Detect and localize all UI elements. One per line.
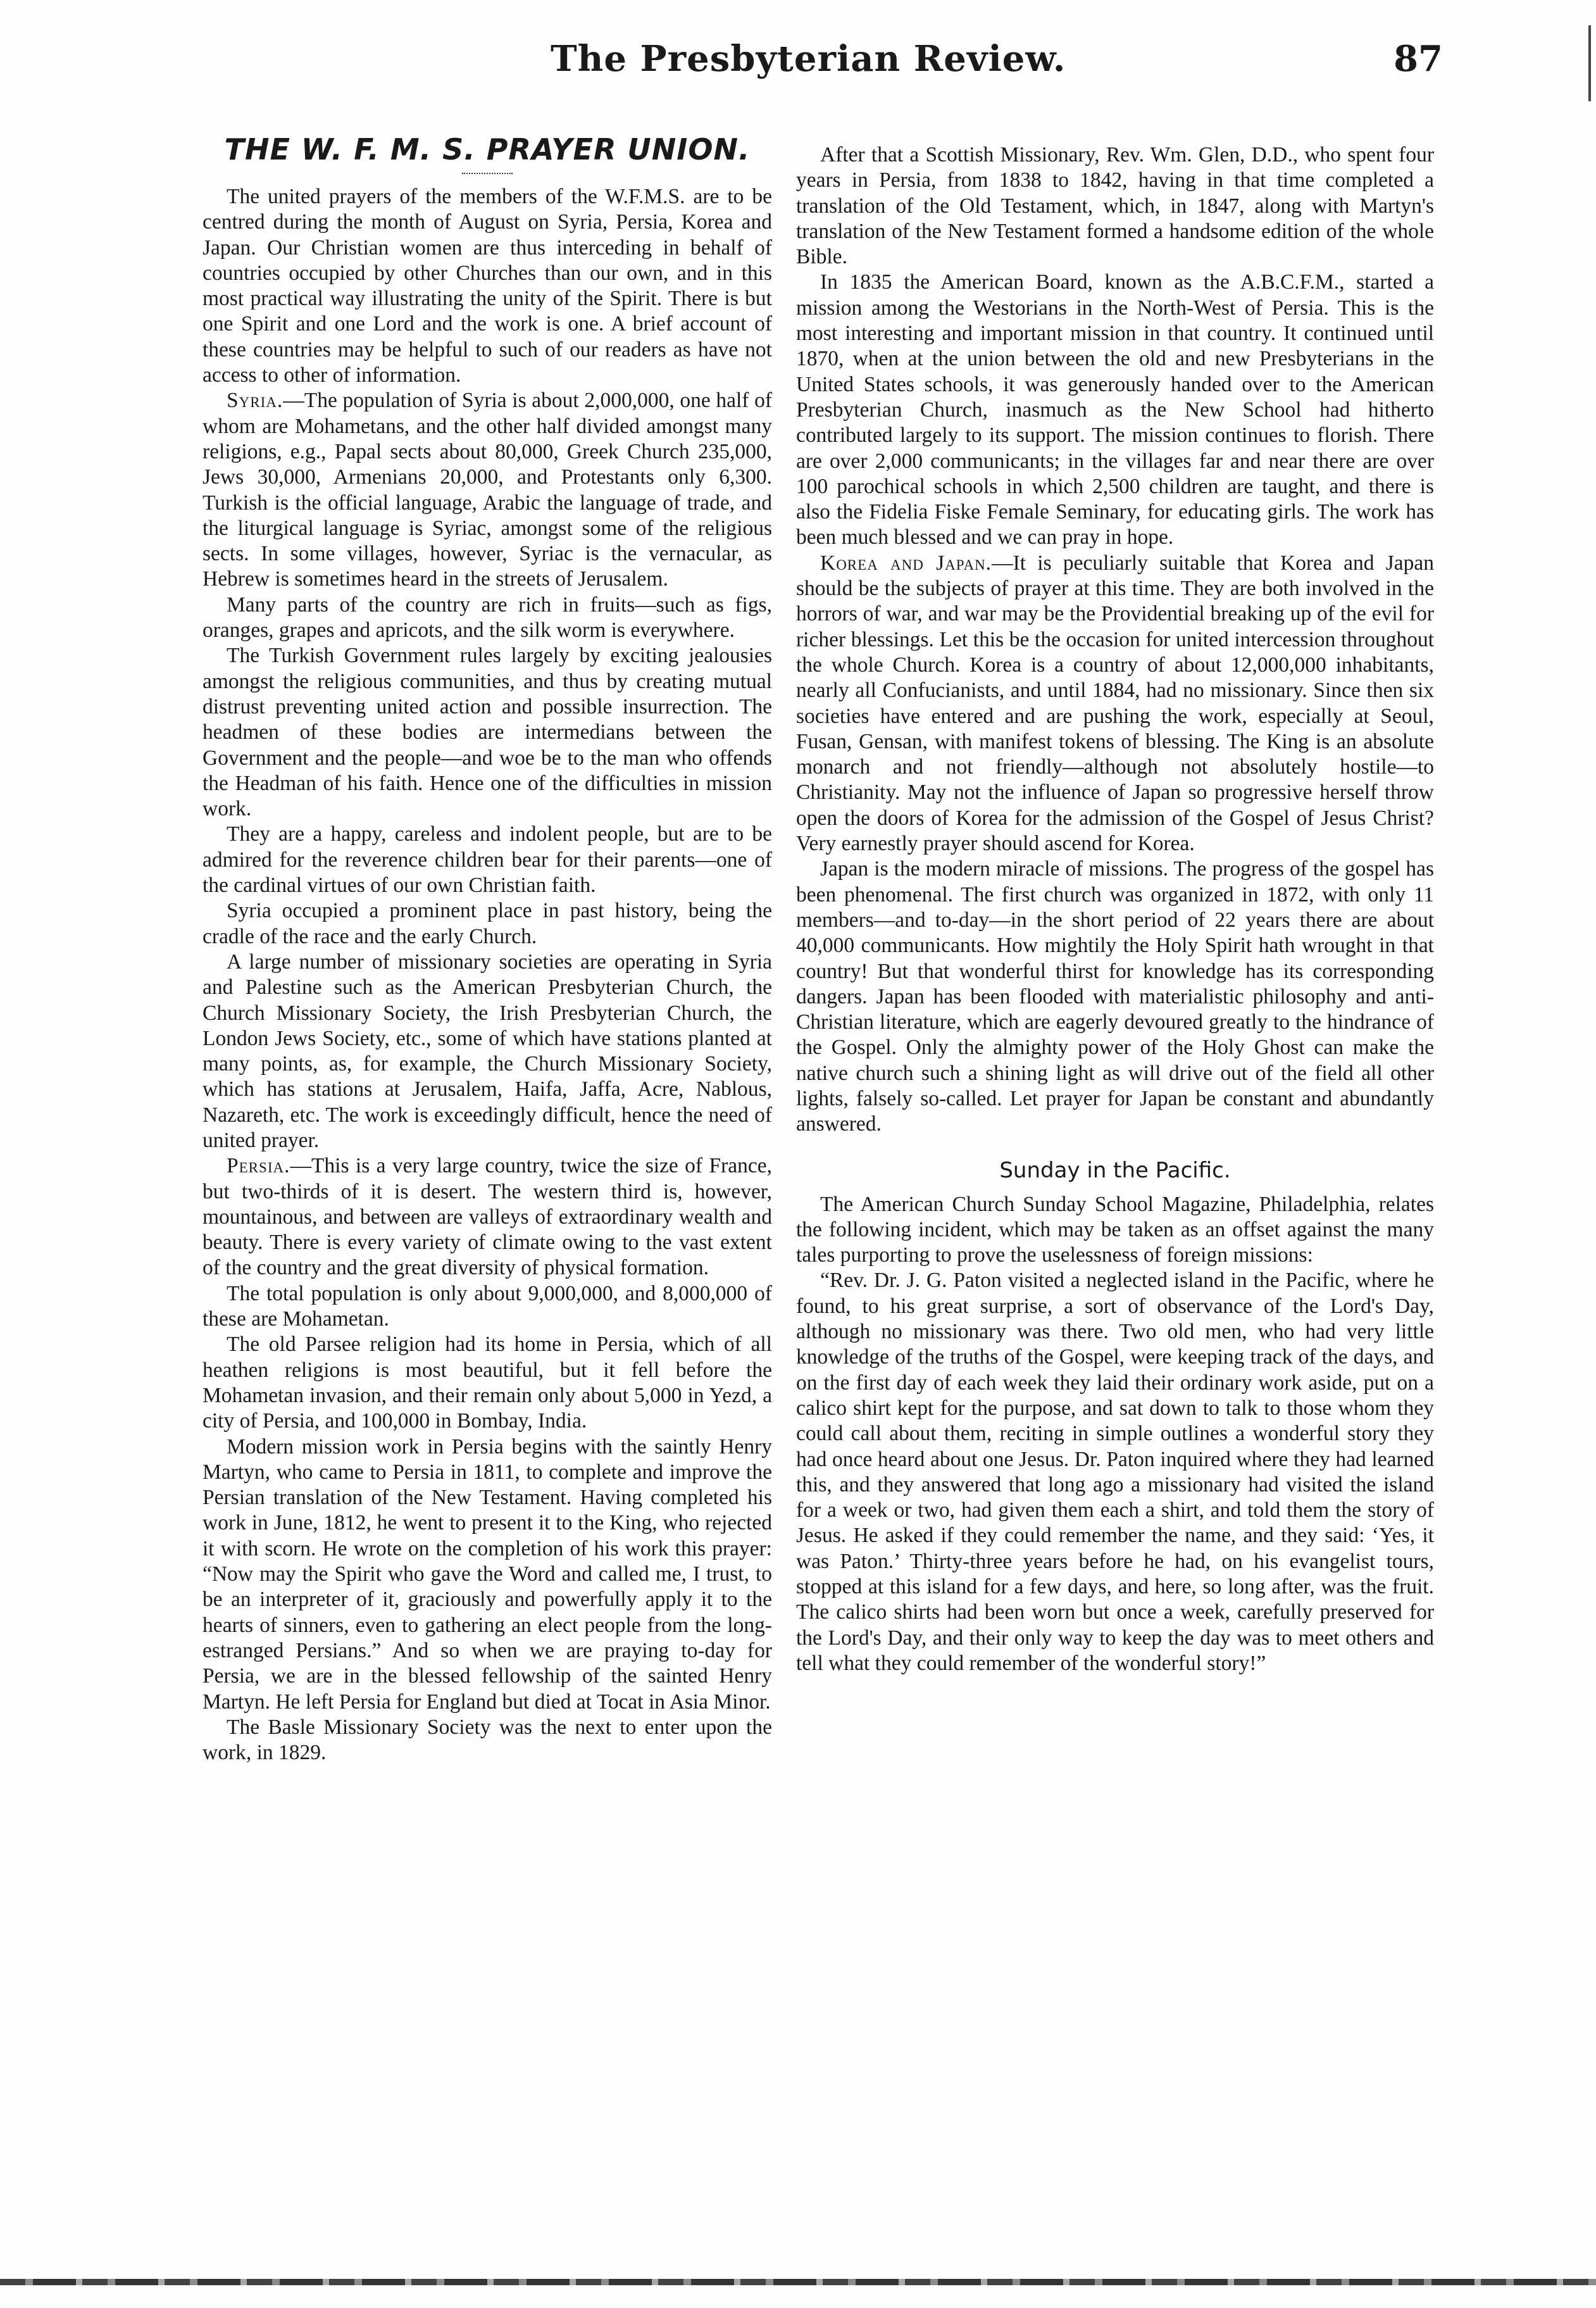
left-column — [203, 130, 772, 1765]
article2-title: Sunday in the Pacific. — [999, 1157, 1231, 1183]
paragraph-1835: In 1835 the American Board, known as the A.B.C.F.M., started a mission among the Westorians in the North-West of Persia. This is the most interesting and important mission in that country. It continued until 1870, when at the union between the old and new Presbyterians in the United States schools, it was generously handed over to the American Presbyterian Church, inasmuch as the New School had hitherto contributed largely to its support. The mission continues to florish. There are over 2,000 communicants; in the villages far and near there are over 100 parochical schools in which 2,500 children are taught, and there is also the Fidelia Fiske Female Seminary, for educating girls. The work has been much blessed and we can pray in hope. — [796, 270, 1434, 549]
paragraph-basle: The Basle Missionary Society was the next to enter upon the work, in 1829. — [203, 1715, 772, 1765]
paragraph-korea — [796, 551, 1434, 857]
paragraph-syria-occupied: Syria occupied a prominent place in past history, being the cradle of the race and the early Church. — [203, 899, 772, 948]
paragraph-total-pop: The total population is only about 9,000,000, and 8,000,000 of these are Mohametan. — [203, 1281, 772, 1331]
article-title: THE W. F. M. S. PRAYER UNION. — [224, 132, 751, 166]
korea-text: —It is peculiarly suitable that Korea and Japan should be the subjects of prayer at this time. They are both involved in the horrors of war, and war may be the Providential breaking up of the evil for richer blessings. Let this be the occasion for united intercession throughout the whole Church. Korea is a country of about 12,000,000 inhabitants, nearly all Confucianists, and until 1884, had no missionary. Since then six societies have entered and are pushing the work, especially at Seoul, Fusan, Gensan, with manifest tokens of blessing. The King is an absolute monarch and not friendly—although not absolutely hostile—to Christianity. May not the influence of Japan so progressive herself throw open the doors of Korea for the admission of the Gospel of Jesus Christ? Very earnestly prayer should ascend for Korea. — [796, 551, 1434, 856]
section-label-korea: Korea and Japan. — [820, 551, 992, 575]
paragraph-article2-quote: “Rev. Dr. J. G. Paton visited a neglected island in the Pacific, where he found, to his great surprise, a sort of observance of the Lord's Day, although no missionary was there. Two old men, who had very little knowledge of the truths of the Gospel, were keeping track of the days, and on the first day of each week they laid their ordinary work aside, put on a calico shirt kept for the purpose, and sat down to talk to those whom they could call about them, reciting in simple outlines a wonderful story they had once heard about one Jesus. Dr. Paton inquired where they had learned this, and they answered that long ago a missionary had visited the island for a week or two, had given them each a shirt, and told them the story of Jesus. He asked if they could remember the name, and they said: ‘Yes, it was Paton.’ Thirty-three years before he had, on his evangelist tours, stopped at this island for a few days, and here, so long after, was the fruit. The calico shirts had been worn but once a week, carefully preserved for the Lord's Day, and their only way to keep the day was to meet others and tell what they could remember of the wonderful story!” — [796, 1269, 1434, 1675]
paragraph-happy: They are a happy, careless and indolent people, but are to be admired for the reverence children bear for their parents—one of the cardinal virtues of our own Christian faith. — [203, 822, 772, 898]
title-divider — [462, 173, 513, 174]
page-header — [209, 38, 1443, 101]
paragraph-parsee: The old Parsee religion had its home in Persia, which of all heathen religions is most beautiful, but it fell before the Mohametan invasion, and their remain only about 5,000 in Yezd, a city of Persia, and 100,000 in Bombay, India. — [203, 1333, 772, 1433]
running-title: The Presbyterian Review. — [551, 38, 1066, 80]
edge-mark — [1588, 25, 1591, 101]
paragraph-large-number: A large number of missionary societies are operating in Syria and Palestine such as the American Presbyterian Church, the Church Missionary Society, the Irish Presbyterian Church, the London Jews Society, etc., some of which have stations planted at many points, as, for example, the Church Missionary Society, which has stations at Jerusalem, Haifa, Jaffa, Acre, Nablous, Nazareth, etc. The work is exceedingly difficult, hence the need of united prayer. — [203, 950, 772, 1152]
paragraph-japan: Japan is the modern miracle of missions. The progress of the gospel has been phenomenal. The first church was organized in 1872, with only 11 members—and to-day—in the short period of 22 years there are about 40,000 communicants. How mightily the Holy Spirit hath wrought in that country! But that wonderful thirst for knowledge has its corresponding dangers. Japan has been flooded with materialistic philosophy and anti-Christian literature, which are eagerly devoured greatly to the hindrance of the Gospel. Only the almighty power of the Holy Ghost can make the native church such a shining light as will drive out of the field all other lights, falsely so-called. Let prayer for Japan be constant and abundantly answered. — [796, 857, 1434, 1136]
page-number: 87 — [1393, 38, 1443, 80]
paragraph-persia — [203, 1153, 772, 1281]
paragraph-syria — [203, 388, 772, 592]
section-label-persia: Persia. — [227, 1154, 290, 1178]
right-column — [796, 142, 1434, 1676]
bottom-rule — [0, 2279, 1596, 2285]
section-label-syria: Syria. — [227, 389, 284, 413]
paragraph-turkish: The Turkish Government rules largely by exciting jealousies amongst the religious communities, and thus by creating mutual distrust preventing united action and possible insurrection. The headmen of these bodies are intermedians between the Government and the people—and woe be to the man who offends the Headman of his faith. Hence one of the difficulties in mission work. — [203, 644, 772, 821]
paragraph-many-parts: Many parts of the country are rich in fruits—such as figs, oranges, grapes and apricots, and the silk worm is everywhere. — [203, 593, 772, 643]
paragraph-glen: After that a Scottish Missionary, Rev. Wm. Glen, D.D., who spent four years in Persia, from 1838 to 1842, having in that time completed a translation of the Old Testament, which, in 1847, along with Martyn's translation of the New Testament formed a handsome edition of the whole Bible. — [796, 143, 1434, 269]
syria-text: —The population of Syria is about 2,000,000, one half of whom are Mohametans, and the other half divided amongst many religions, e.g., Papal sects about 80,000, Greek Church 235,000, Jews 30,000, Armenians 20,000, and Protestants only 6,300. Turkish is the official language, Arabic the language of trade, and the liturgical language is Syriac, amongst some of the religious sects. In some villages, however, Syriac is the vernacular, as Hebrew is sometimes heard in the streets of Jerusalem. — [203, 389, 772, 591]
paragraph-article2-intro: The American Church Sunday School Magazine, Philadelphia, relates the following incident, which may be taken as an offset against the many tales purporting to prove the uselessness of foreign missions: — [796, 1192, 1434, 1267]
paragraph-modern: Modern mission work in Persia begins with the saintly Henry Martyn, who came to Persia in 1811, to complete and improve the Persian translation of the New Testament. Having completed his work in June, 1812, he went to present it to the King, who rejected it with scorn. He wrote on the completion of his work this prayer: “Now may the Spirit who gave the Word and called me, I trust, to be an interpreter of it, graciously and powerfully apply it to the hearts of sinners, even to gathering an elect people from the long-estranged Persians.” And so when we are praying to-day for Persia, we are in the blessed fellowship of the sainted Henry Martyn. He left Persia for England but died at Tocat in Asia Minor. — [203, 1434, 772, 1714]
persia-text: —This is a very large country, twice the size of France, but two-thirds of it is desert. The western third is, however, mountainous, and between are valleys of extraordinary wealth and beauty. There is every variety of climate owing to the vast extent of the country and the great diversity of physical formation. — [203, 1154, 772, 1280]
paragraph-intro: The united prayers of the members of the W.F.M.S. are to be centred during the month of August on Syria, Persia, Korea and Japan. Our Christian women are thus interceding in behalf of countries occupied by other Churches than our own, and in this most practical way illustrating the unity of the Spirit. There is but one Spirit and one Lord and the work is one. A brief account of these countries may be helpful to such of our readers as have not access to other of information. — [203, 185, 772, 387]
